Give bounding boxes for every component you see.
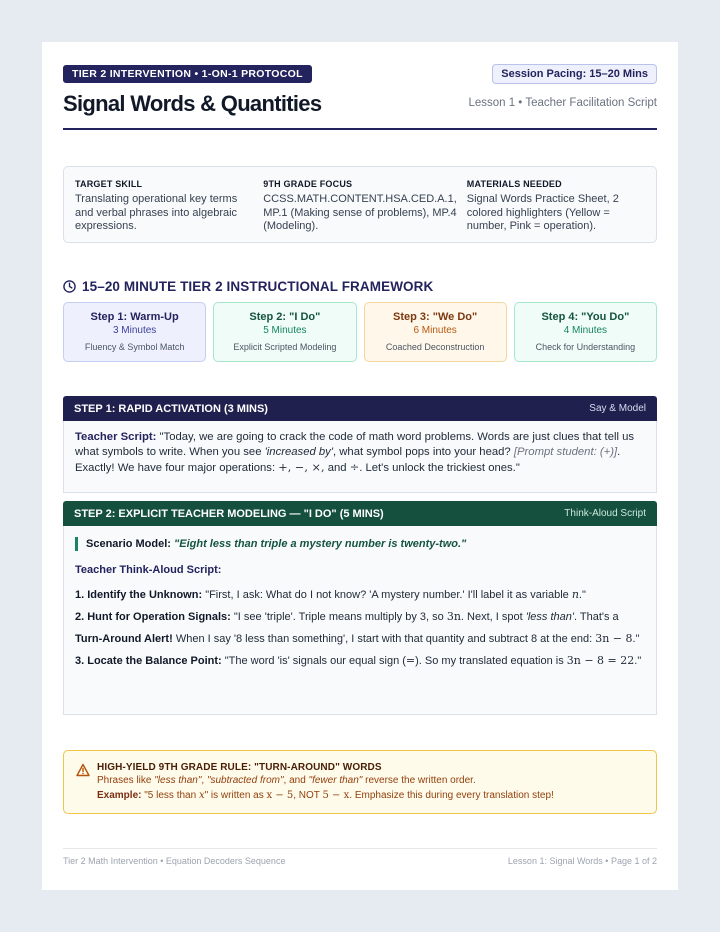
step-text: . That's a — [573, 611, 619, 623]
script-text: . Let's unlock the trickiest ones." — [359, 462, 520, 474]
think-aloud-steps — [75, 584, 645, 672]
rule-text: "5 less than — [144, 790, 197, 801]
script-text: "Today, we are going to crack the code of math word problems. Words are just clues that tell us what symbols to write. When you see — [75, 431, 635, 458]
translated-equation: 3n − 8 = 22 — [566, 654, 635, 667]
info-grade-focus — [263, 179, 457, 230]
rule-text: " is written as — [204, 790, 264, 801]
info-label: 9TH GRADE FOCUS — [263, 179, 353, 189]
step1-title: STEP 1: RAPID ACTIVATION (3 MINS) — [74, 402, 268, 415]
lesson-subtitle: Lesson 1 • Teacher Facilitation Script — [468, 97, 657, 109]
rule-line-example — [97, 788, 554, 803]
footer-right: Lesson 1: Signal Words • Page 1 of 2 — [507, 856, 657, 866]
step-card-i-do — [213, 302, 356, 362]
step-minutes: 5 Minutes — [263, 325, 307, 336]
think-aloud-step-3 — [75, 650, 645, 672]
script-emphasis: 'increased by' — [264, 446, 333, 458]
rule-phrase: "subtracted from" — [206, 775, 284, 786]
step-title: Step 3: "We Do" — [393, 311, 478, 323]
step-description: Check for Understanding — [535, 342, 636, 352]
step-label: 3. Locate the Balance Point: — [75, 655, 222, 667]
rule-text: , NOT — [293, 790, 320, 801]
footer-left: Tier 2 Math Intervention • Equation Decoders Sequence — [63, 856, 286, 866]
think-aloud-step-2 — [75, 606, 645, 650]
signal-phrase: 'less than' — [525, 611, 574, 623]
framework-steps — [63, 302, 657, 362]
step-text: . Next, I spot — [460, 611, 523, 623]
equal-sign: = — [405, 654, 416, 667]
warning-icon — [76, 763, 90, 777]
example-label: Example: — [97, 790, 142, 801]
scenario-label: Scenario Model: — [86, 538, 171, 550]
step-text: "I see 'triple'. Triple means multiply by 3, so — [233, 611, 444, 623]
step-minutes: 6 Minutes — [413, 325, 457, 336]
step-description: Explicit Scripted Modeling — [233, 342, 337, 352]
lesson-info-box — [63, 166, 657, 243]
info-label: MATERIALS NEEDED — [466, 179, 562, 189]
step1-tag: Say & Model — [589, 403, 646, 414]
step-card-we-do — [364, 302, 507, 362]
info-text: Signal Words Practice Sheet, 2 colored highlighters (Yellow = number, Pink = operation). — [466, 193, 619, 232]
step1-script-panel — [63, 421, 657, 493]
step-minutes: 3 Minutes — [112, 325, 157, 336]
rule-text: Phrases like — [97, 775, 152, 786]
rule-phrase: "fewer than" — [308, 775, 363, 786]
script-text: , what symbol pops into your head? — [333, 446, 511, 458]
step-minutes: 4 Minutes — [563, 325, 608, 336]
operation-symbols: +, −, ×, — [278, 461, 325, 474]
script-text: and — [327, 462, 347, 474]
incorrect-expression: 5 − x — [322, 790, 350, 801]
step2-header-bar — [63, 501, 657, 526]
scenario-quote: "Eight less than triple a mystery number is twenty-two." — [174, 538, 467, 550]
step-text: "The word 'is' signals our equal sign ( — [224, 655, 406, 667]
page-title: Signal Words & Quantities — [63, 91, 322, 116]
info-label: TARGET SKILL — [75, 179, 143, 189]
think-aloud-step-1 — [75, 584, 645, 606]
header-divider — [63, 128, 657, 130]
step-text: ). So my translated equation is — [415, 655, 564, 667]
division-symbol: ÷ — [349, 461, 360, 474]
step-text: ." — [634, 655, 642, 667]
step-card-warm-up — [63, 302, 206, 362]
step2-tag: Think-Aloud Script — [564, 508, 646, 519]
step2-title: STEP 2: EXPLICIT TEACHER MODELING — "I DO" (5 MINS) — [74, 507, 384, 520]
turn-around-rule-callout — [63, 750, 657, 814]
step-text: When I say '8 less than something', I start with that quantity and subtract 8 at the end: — [175, 633, 593, 645]
lesson-page — [42, 42, 678, 890]
step-title: Step 1: Warm-Up — [90, 311, 179, 323]
pacing-badge: Session Pacing: 15–20 Mins — [492, 64, 657, 84]
info-materials — [467, 179, 645, 230]
step-description: Coached Deconstruction — [385, 342, 485, 352]
rule-line-phrases: Phrases like "less than", "subtracted from", and "fewer than" reverse the written order. — [97, 775, 476, 786]
page-footer — [63, 848, 657, 866]
rule-phrase: "less than" — [154, 775, 202, 786]
correct-expression: x − 5 — [266, 790, 294, 801]
info-text: Translating operational key terms and verbal phrases into algebraic expressions. — [75, 193, 238, 232]
variable-n: n — [571, 588, 579, 601]
scenario-model — [75, 537, 645, 551]
rule-text: , and — [283, 775, 306, 786]
step-description: Fluency & Symbol Match — [84, 342, 185, 352]
step1-header-bar — [63, 396, 657, 421]
rule-text: reverse the written order. — [365, 775, 476, 786]
think-aloud-title: Teacher Think-Aloud Script: — [75, 564, 222, 576]
info-target-skill — [75, 179, 253, 230]
step-title: Step 2: "I Do" — [249, 311, 321, 323]
page-header — [63, 64, 657, 117]
rule-text: . Emphasize this during every translation step! — [349, 790, 554, 801]
framework-heading-text: 15–20 MINUTE TIER 2 INSTRUCTIONAL FRAMEWORK — [82, 279, 434, 294]
script-label: Teacher Script: — [75, 431, 157, 443]
info-text: CCSS.MATH.CONTENT.HSA.CED.A.1, MP.1 (Making sense of problems), MP.4 (Modeling). — [263, 193, 457, 232]
turn-around-alert: Turn-Around Alert! — [75, 633, 173, 645]
step-title: Step 4: "You Do" — [541, 311, 630, 323]
step-text: ." — [578, 589, 586, 601]
expression-3n-minus-8: 3n − 8 — [595, 632, 633, 645]
step-card-you-do — [514, 302, 657, 362]
step-label: 2. Hunt for Operation Signals: — [75, 611, 231, 623]
step-text: ." — [632, 633, 640, 645]
step2-script-panel — [63, 526, 657, 715]
clock-icon — [63, 280, 76, 293]
script-text: . Exactly! We have four major operations: — [75, 446, 621, 474]
tier-badge: TIER 2 INTERVENTION • 1-ON-1 PROTOCOL — [63, 65, 312, 83]
step-label: 1. Identify the Unknown: — [75, 589, 203, 601]
framework-heading — [63, 279, 657, 294]
expression-3n: 3n — [446, 610, 461, 623]
step-text: "First, I ask: What do I not know? 'A mystery number.' I'll label it as variable — [205, 589, 569, 601]
script-prompt: [Prompt student: (+)] — [513, 446, 618, 458]
variable-x: x — [198, 790, 205, 801]
rule-title: HIGH-YIELD 9TH GRADE RULE: "TURN-AROUND" WORDS — [97, 762, 382, 773]
